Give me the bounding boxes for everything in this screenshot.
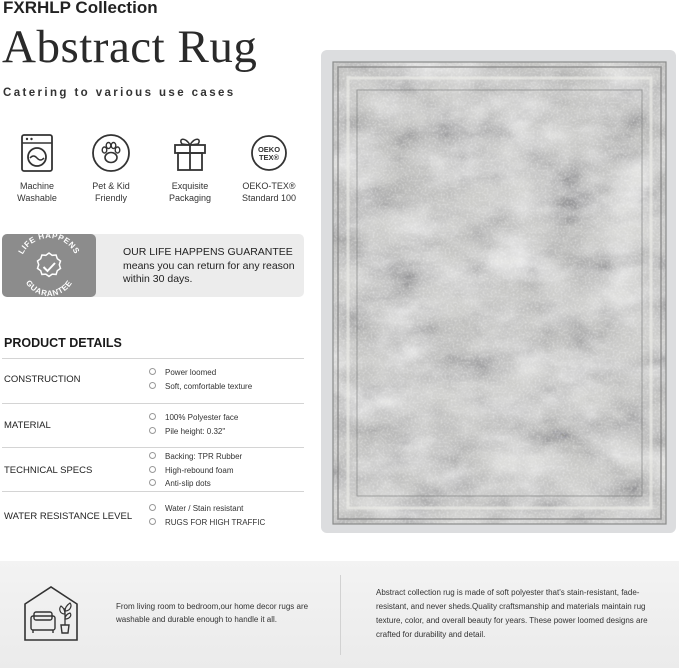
guarantee-banner	[2, 234, 304, 297]
tagline: Catering to various use cases	[3, 87, 236, 99]
detail-item: Backing: TPR Rubber	[149, 450, 242, 464]
guarantee-headline: OUR LIFE HAPPENS GUARANTEE	[123, 246, 293, 258]
bullet-icon	[149, 518, 156, 525]
detail-item: 100% Polyester face	[149, 411, 238, 425]
bottom-info-banner	[0, 561, 679, 668]
guarantee-body: means you can return for any reason within 30 days.	[123, 259, 295, 285]
feature-label: Machine	[19, 181, 55, 191]
tex-text: TEX®	[258, 153, 280, 162]
detail-item: Soft, comfortable texture	[149, 380, 252, 394]
product-details-title: PRODUCT DETAILS	[4, 336, 122, 350]
product-title: Abstract Rug	[2, 21, 258, 73]
bullet-icon	[149, 466, 156, 473]
feature-label: OEKO-TEX®	[242, 181, 296, 191]
bullet-icon	[149, 479, 156, 486]
feature-label: Standard 100	[241, 192, 297, 203]
detail-item: Power loomed	[149, 366, 252, 380]
detail-item: RUGS FOR HIGH TRAFFIC	[149, 516, 265, 530]
badge-top-text: LIFE HAPPENS	[16, 234, 82, 256]
svg-text:GUARANTEE	[24, 278, 74, 297]
bullet-icon	[149, 427, 156, 434]
detail-item: Pile height: 0.32"	[149, 425, 238, 439]
detail-name: WATER RESISTANCE LEVEL	[4, 511, 133, 522]
bottom-left-text: From living room to bedroom,our home decor rugs are washable and durable enough to handle it all.	[116, 602, 309, 624]
detail-row-construction	[2, 358, 304, 403]
oeko-tex-icon	[249, 133, 289, 173]
feature-exquisite-packaging	[153, 133, 227, 204]
brand-collection: FXRHLP Collection	[3, 0, 158, 17]
bottom-right-text: Abstract collection rug is made of soft polyester that's stain-resistant, fade-resistant, and never sheds.Quality craftsmanship and materials maintain rug texture, color, and overall beauty for years. These power loomed designs are crafted for durability and detail.	[376, 588, 648, 639]
guarantee-badge	[2, 234, 96, 297]
detail-item: Water / Stain resistant	[149, 502, 265, 516]
gift-box-icon	[170, 133, 210, 173]
bullet-icon	[149, 504, 156, 511]
guarantee-seal-icon	[2, 234, 96, 297]
feature-label: Packaging	[168, 192, 212, 203]
bullet-icon	[149, 413, 156, 420]
detail-name: TECHNICAL SPECS	[4, 465, 93, 476]
detail-item: High-rebound foam	[149, 464, 242, 478]
badge-bottom-text: GUARANTEE	[23, 278, 75, 297]
detail-row-technical-specs	[2, 447, 304, 492]
guarantee-text	[123, 246, 298, 287]
feature-label: Friendly	[94, 192, 127, 203]
oeko-text: OEKO	[257, 145, 281, 154]
detail-name: CONSTRUCTION	[4, 374, 81, 385]
rug-image-frame	[321, 50, 676, 533]
detail-row-material	[2, 403, 304, 448]
feature-label: Washable	[17, 192, 57, 203]
divider	[340, 575, 341, 655]
home-decor-icon	[22, 584, 80, 642]
feature-machine-washable	[0, 133, 74, 204]
feature-label: Pet & Kid	[92, 181, 130, 191]
bullet-icon	[149, 368, 156, 375]
detail-item: Anti-slip dots	[149, 477, 242, 491]
feature-label: Exquisite	[171, 181, 209, 191]
bullet-icon	[149, 382, 156, 389]
paw-icon	[91, 133, 131, 173]
bullet-icon	[149, 452, 156, 459]
rug-image	[321, 50, 676, 533]
detail-name: MATERIAL	[4, 420, 51, 431]
washing-machine-icon	[17, 133, 57, 173]
feature-pet-kid-friendly	[74, 133, 148, 204]
feature-oeko-tex	[232, 133, 306, 204]
detail-row-water-resistance	[2, 491, 304, 534]
